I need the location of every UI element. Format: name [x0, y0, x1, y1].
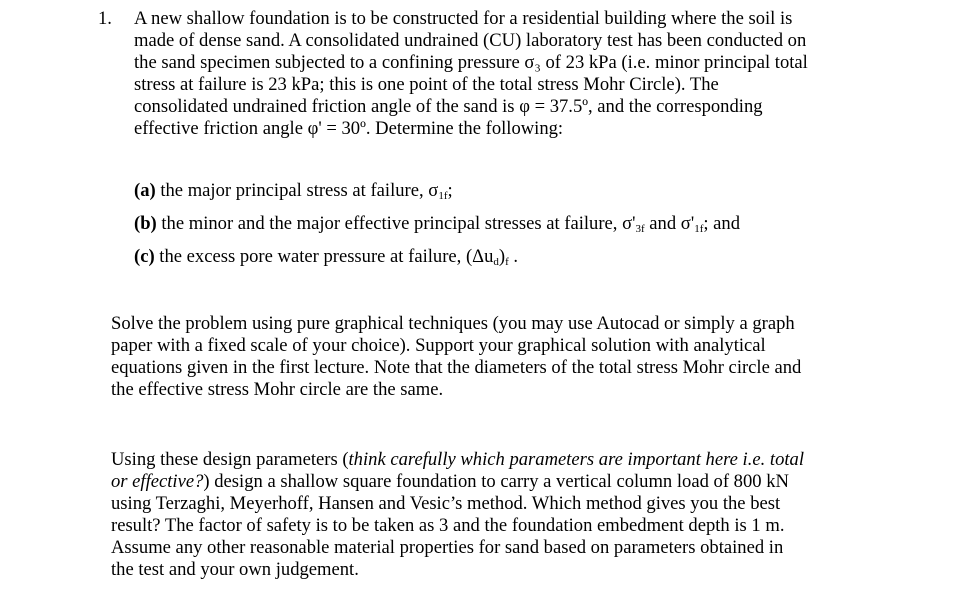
question-intro	[134, 8, 894, 140]
part-subscript: f	[505, 256, 509, 268]
part-b	[134, 213, 740, 235]
intro-line: consolidated undrained friction angle of the sand is φ = 37.5º, and the corresponding	[134, 96, 763, 117]
part-label: (a)	[134, 180, 156, 201]
part-label: (c)	[134, 246, 155, 267]
part-tail: ;	[447, 180, 453, 201]
task-line: using Terzaghi, Meyerhoff, Hansen and Vesic’s method. Which method gives you the best	[111, 493, 781, 514]
task-line	[111, 471, 911, 493]
task-line: Assume any other reasonable material properties for sand based on parameters obtained in	[111, 537, 784, 558]
part-mid: )	[498, 246, 506, 267]
part-text: the excess pore water pressure at failure, (Δu	[154, 246, 494, 267]
task-text: ) design a shallow square foundation to carry a vertical column load of 800 kN	[203, 471, 789, 492]
part-subscript: 1f	[694, 223, 704, 235]
intro-line: the sand specimen subjected to a confining pressure σ₃ of 23 kPa (i.e. minor principal total	[134, 52, 808, 73]
part-a	[134, 180, 453, 202]
question-number: 1.	[98, 8, 112, 29]
design-task	[111, 449, 911, 581]
intro-line: stress at failure is 23 kPa; this is one point of the total stress Mohr Circle). The	[134, 74, 719, 95]
part-text: the minor and the major effective principal stresses at failure, σ'	[156, 213, 636, 234]
intro-line: A new shallow foundation is to be constructed for a residential building where the soil is	[134, 8, 793, 29]
intro-line: made of dense sand. A consolidated undrained (CU) laboratory test has been conducted on	[134, 30, 807, 51]
task-line: the test and your own judgement.	[111, 559, 359, 580]
part-tail: .	[508, 246, 519, 267]
part-tail: ; and	[703, 213, 741, 234]
task-line: result? The factor of safety is to be taken as 3 and the foundation embedment depth is 1 m.	[111, 515, 785, 536]
note-line: equations given in the first lecture. Note that the diameters of the total stress Mohr circle and	[111, 357, 802, 378]
part-subscript: 3f	[635, 223, 645, 235]
task-italic: or effective?	[111, 471, 204, 492]
note-line: the effective stress Mohr circle are the same.	[111, 379, 444, 400]
part-subscript: 1f	[438, 190, 448, 202]
graphical-note	[111, 313, 911, 401]
note-line: paper with a fixed scale of your choice). Support your graphical solution with analytical	[111, 335, 766, 356]
part-c	[134, 246, 518, 268]
part-label: (b)	[134, 213, 157, 234]
task-line	[111, 449, 911, 471]
note-line: Solve the problem using pure graphical techniques (you may use Autocad or simply a graph	[111, 313, 795, 334]
task-italic: think carefully which parameters are important here i.e. total	[348, 449, 804, 470]
intro-line: effective friction angle φ' = 30º. Determine the following:	[134, 118, 564, 139]
part-subscript: d	[493, 256, 499, 268]
part-text: the major principal stress at failure, σ	[155, 180, 439, 201]
part-mid: and σ'	[644, 213, 695, 234]
task-text: Using these design parameters (	[111, 449, 349, 470]
